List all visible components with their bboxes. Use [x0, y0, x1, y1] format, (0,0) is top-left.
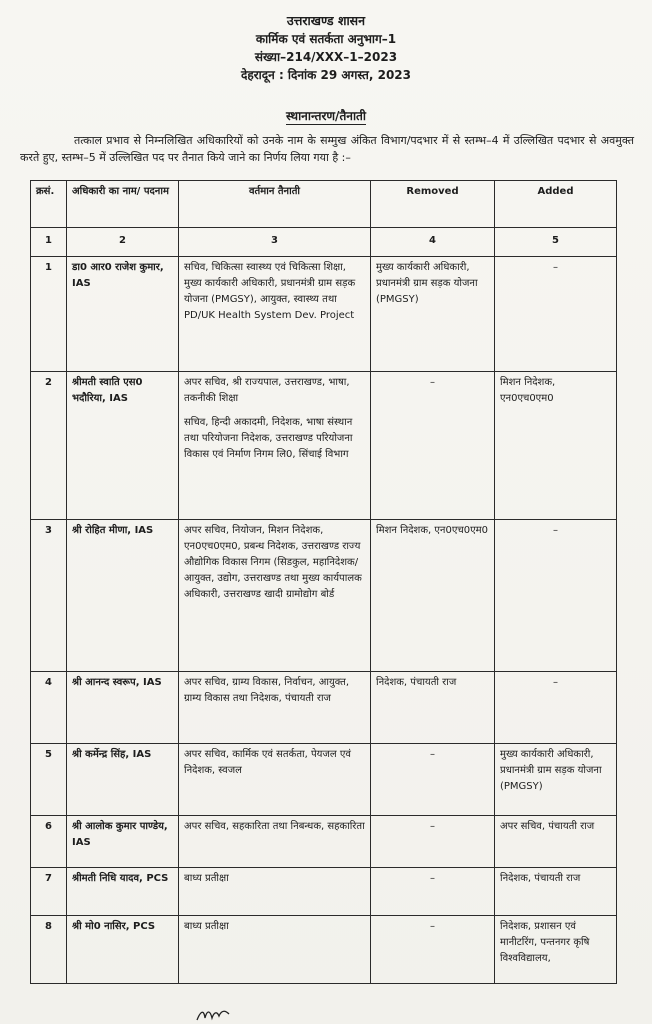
header-department: कार्मिक एवं सतर्कता अनुभाग–1	[255, 32, 397, 46]
removed-posting: –	[371, 868, 495, 916]
added-posting: मिशन निदेशक, एन0एच0एम0	[495, 372, 617, 520]
removed-posting: –	[371, 916, 495, 984]
table-column-number-row	[31, 228, 617, 257]
officer-name: श्री आलोक कुमार पाण्डेय, IAS	[67, 816, 179, 868]
table-row	[31, 744, 617, 816]
removed-posting: निदेशक, पंचायती राज	[371, 672, 495, 744]
officer-name: श्रीमती निधि यादव, PCS	[67, 868, 179, 916]
column-number: 3	[179, 228, 371, 257]
table-row	[31, 257, 617, 372]
serial-number: 7	[31, 868, 67, 916]
header-officer-name: अधिकारी का नाम/ पदनाम	[67, 181, 179, 228]
table-row	[31, 520, 617, 672]
removed-posting: मुख्य कार्यकारी अधिकारी, प्रधानमंत्री ग्राम सड़क योजना (PMGSY)	[371, 257, 495, 372]
added-posting: निदेशक, प्रशासन एवं मानीटरिंग, पन्तनगर कृषि विश्वविद्यालय,	[495, 916, 617, 984]
added-posting: मुख्य कार्यकारी अधिकारी, प्रधानमंत्री ग्राम सड़क योजना (PMGSY)	[495, 744, 617, 816]
table-row	[31, 672, 617, 744]
added-posting: अपर सचिव, पंचायती राज	[495, 816, 617, 868]
serial-number: 4	[31, 672, 67, 744]
column-number: 2	[67, 228, 179, 257]
table-header-row	[31, 181, 617, 228]
column-number: 1	[31, 228, 67, 257]
current-posting: अपर सचिव, नियोजन, मिशन निदेशक, एन0एच0एम0, प्रबन्ध निदेशक, उत्तराखण्ड राज्य औद्योगिक विकास निगम (सिडकुल, महानिदेशक/आयुक्त, उद्योग, उत्तराखण्ड तथा मुख्य कार्यपालक अधिकारी, उत्तराखण्ड खादी ग्रामोद्योग बोर्ड	[179, 520, 371, 672]
removed-posting: –	[371, 816, 495, 868]
subject-text: स्थानान्तरण/तैनाती	[285, 109, 367, 123]
header-serial: क्रसं.	[31, 181, 67, 228]
officer-name: श्री आनन्द स्वरूप, IAS	[67, 672, 179, 744]
serial-number: 1	[31, 257, 67, 372]
current-posting-line: सचिव, हिन्दी अकादमी, निदेशक, भाषा संस्थान तथा परियोजना निदेशक, उत्तराखण्ड परियोजना विकास एवं निर्माण निगम लि0, सिंचाई विभाग	[184, 417, 353, 460]
officer-name: डा0 आर0 राजेश कुमार, IAS	[67, 257, 179, 372]
officer-name: श्री रोहित मीणा, IAS	[67, 520, 179, 672]
table-row	[31, 372, 617, 520]
current-posting	[179, 372, 371, 520]
subject-heading	[0, 107, 652, 124]
current-posting-line: अपर सचिव, श्री राज्यपाल, उत्तराखण्ड, भाषा, तकनीकी शिक्षा	[184, 377, 350, 404]
serial-number: 3	[31, 520, 67, 672]
header-government: उत्तराखण्ड शासन	[286, 13, 366, 28]
table-row	[31, 916, 617, 984]
table-row	[31, 868, 617, 916]
header-current-posting: वर्तमान तैनाती	[179, 181, 371, 228]
signature-mark	[195, 1006, 255, 1024]
header-added: Added	[495, 181, 617, 228]
serial-number: 2	[31, 372, 67, 520]
added-posting: निदेशक, पंचायती राज	[495, 868, 617, 916]
serial-number: 6	[31, 816, 67, 868]
current-posting: अपर सचिव, ग्राम्य विकास, निर्वाचन, आयुक्त, ग्राम्य विकास तथा निदेशक, पंचायती राज	[179, 672, 371, 744]
column-number: 4	[371, 228, 495, 257]
serial-number: 5	[31, 744, 67, 816]
column-number: 5	[495, 228, 617, 257]
officer-name: श्री मो0 नासिर, PCS	[67, 916, 179, 984]
transfer-table	[30, 180, 617, 984]
document-header	[0, 12, 652, 84]
current-posting: अपर सचिव, सहकारिता तथा निबन्धक, सहकारिता	[179, 816, 371, 868]
current-posting: बाध्य प्रतीक्षा	[179, 868, 371, 916]
removed-posting: –	[371, 372, 495, 520]
added-posting: –	[495, 672, 617, 744]
removed-posting: –	[371, 744, 495, 816]
current-posting: बाध्य प्रतीक्षा	[179, 916, 371, 984]
officer-name: श्री कर्मेन्द्र सिंह, IAS	[67, 744, 179, 816]
removed-posting: मिशन निदेशक, एन0एच0एम0	[371, 520, 495, 672]
current-posting: अपर सचिव, कार्मिक एवं सतर्कता, पेयजल एवं निदेशक, स्वजल	[179, 744, 371, 816]
added-posting: –	[495, 257, 617, 372]
added-posting: –	[495, 520, 617, 672]
header-reference-number: संख्या–214/XXX–1–2023	[254, 50, 398, 64]
header-place-date: देहरादून : दिनांक 29 अगस्त, 2023	[240, 68, 412, 82]
header-removed: Removed	[371, 181, 495, 228]
current-posting: सचिव, चिकित्सा स्वास्थ्य एवं चिकित्सा शिक्षा, मुख्य कार्यकारी अधिकारी, प्रधानमंत्री ग्राम सड़क योजना (PMGSY), आयुक्त, स्वास्थ्य तथा PD/UK Health System Dev. Project	[179, 257, 371, 372]
serial-number: 8	[31, 916, 67, 984]
officer-name: श्रीमती स्वाति एस0 भदौरिया, IAS	[67, 372, 179, 520]
table-row	[31, 816, 617, 868]
intro-paragraph: तत्काल प्रभाव से निम्नलिखित अधिकारियों को उनके नाम के सम्मुख अंकित विभाग/पदभार में से स्तम्भ–4 में उल्लिखित पदभार से अवमुक्त करते हुए, स्तम्भ–5 में उल्लिखित पद पर तैनात किये जाने का निर्णय लिया गया है :–	[20, 134, 634, 164]
